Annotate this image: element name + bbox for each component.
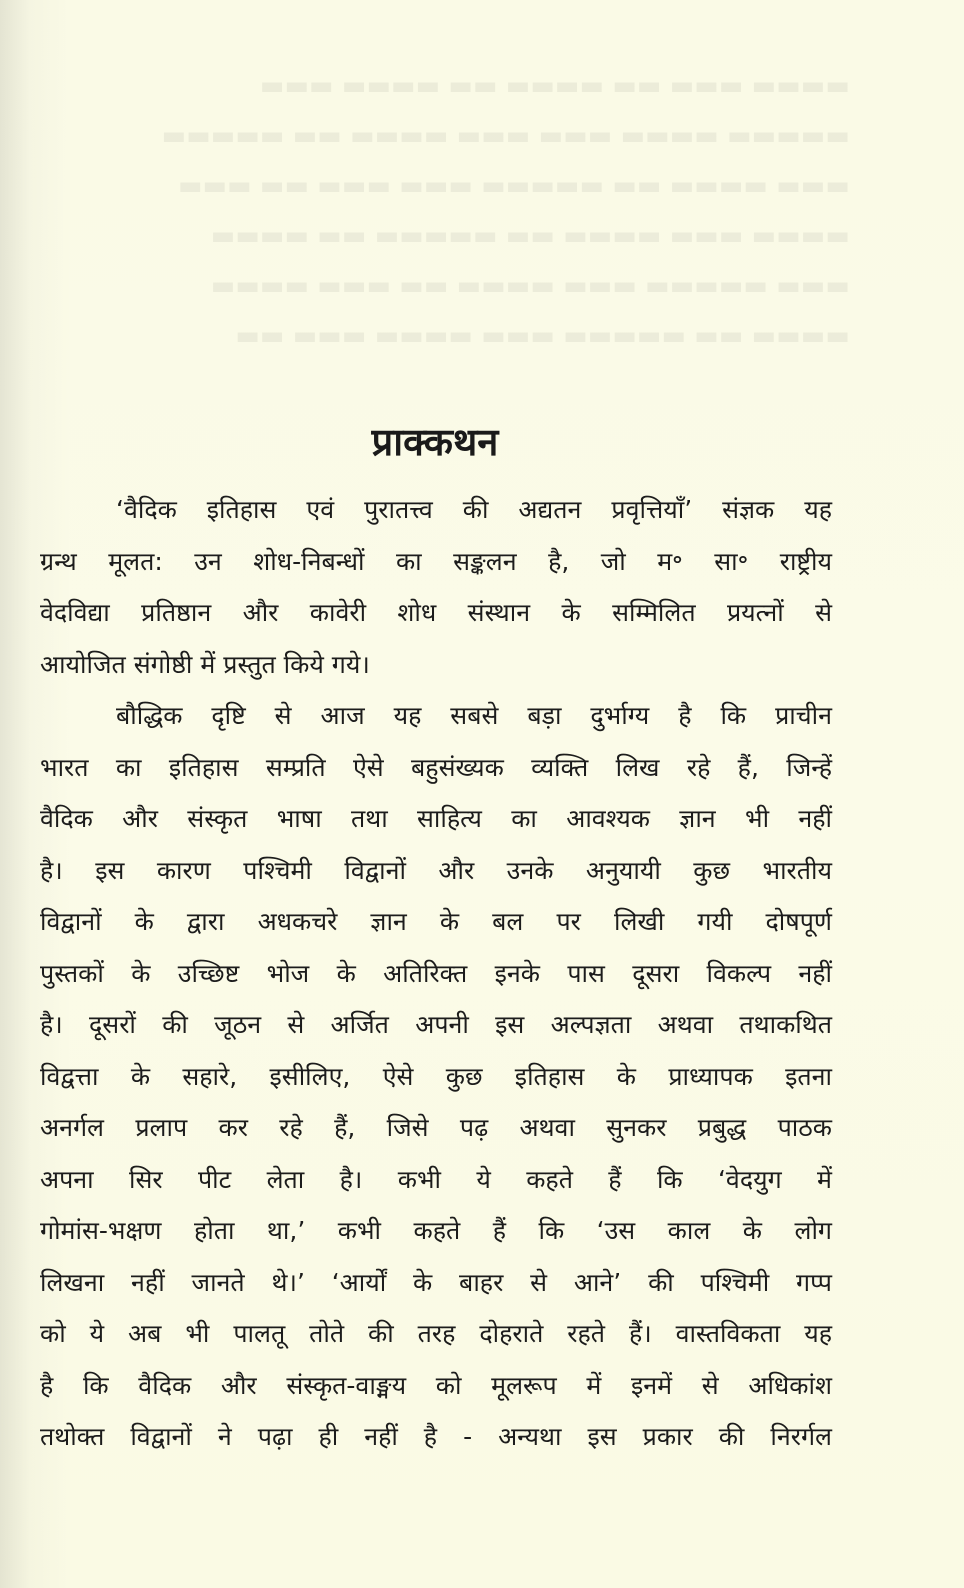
text-line: भारत का इतिहास सम्प्रति ऐसे बहुसंख्यक व्यक्ति लिख रहे हैं, जिन्हें: [40, 752, 832, 782]
text-line: अपना सिर पीट लेता है। कभी ये कहते हैं कि ‘वेदयुग में: [40, 1164, 832, 1194]
text-line: विद्वत्ता के सहारे, इसीलिए, ऐसे कुछ इतिहास के प्राध्यापक इतना: [40, 1061, 832, 1091]
text-line: ग्रन्थ मूलत: उन शोध-निबन्धों का सङ्कलन है, जो म॰ सा॰ राष्ट्रीय: [40, 546, 832, 576]
text-line: तथोक्त विद्वानों ने पढ़ा ही नहीं है - अन्यथा इस प्रकार की निरर्गल: [40, 1422, 832, 1451]
text-line: है कि वैदिक और संस्कृत-वाङ्मय को मूलरूप में इनमें से अधिकांश: [40, 1370, 832, 1400]
text-line: बौद्धिक दृष्टि से आज यह सबसे बड़ा दुर्भाग्य है कि प्राचीन: [116, 701, 832, 730]
text-line: लिखना नहीं जानते थे।’ ‘आर्यों के बाहर से आने’ की पश्चिमी गप्प: [40, 1267, 832, 1297]
text-line: वेदविद्या प्रतिष्ठान और कावेरी शोध संस्थान के सम्मिलित प्रयत्नों से: [40, 598, 832, 627]
reverse-side-bleed-through: ▬▬▬▬ ▬▬ ▬▬▬▬▬ ▬▬▬ ▬▬▬▬ ▬▬▬ ▬▬: [235, 321, 850, 351]
reverse-side-bleed-through: ▬▬▬▬ ▬▬▬ ▬▬ ▬▬▬▬ ▬▬ ▬▬▬▬ ▬▬▬: [259, 71, 850, 101]
reverse-side-bleed-through: ▬▬▬▬▬ ▬▬▬▬ ▬▬▬ ▬▬▬ ▬▬▬▬ ▬▬ ▬▬▬▬▬: [161, 121, 850, 151]
paragraph-2: [40, 690, 832, 1463]
reverse-side-bleed-through: ▬▬▬ ▬▬▬▬▬ ▬▬▬ ▬▬▬▬ ▬▬ ▬▬▬ ▬▬▬▬: [210, 271, 850, 301]
text-line: पुस्तकों के उच्छिष्ट भोज के अतिरिक्त इनके पास दूसरा विकल्प नहीं: [40, 958, 832, 988]
text-line: वैदिक और संस्कृत भाषा तथा साहित्य का आवश्यक ज्ञान भी नहीं: [40, 804, 832, 833]
text-line: ‘वैदिक इतिहास एवं पुरातत्त्व की अद्यतन प्रवृत्तियाँ’ संज्ञक यह: [116, 495, 832, 524]
paragraph-1: [40, 484, 832, 690]
text-line: अनर्गल प्रलाप कर रहे हैं, जिसे पढ़ अथवा सुनकर प्रबुद्ध पाठक: [40, 1113, 832, 1142]
text-line: आयोजित संगोष्ठी में प्रस्तुत किये गये।: [40, 649, 370, 679]
text-line: है। दूसरों की जूठन से अर्जित अपनी इस अल्पज्ञता अथवा तथाकथित: [40, 1010, 832, 1039]
reverse-side-bleed-through: ▬▬▬ ▬▬▬▬ ▬▬ ▬▬▬▬▬ ▬▬▬ ▬▬▬ ▬▬ ▬▬▬: [178, 171, 850, 201]
text-line: गोमांस-भक्षण होता था,’ कभी कहते हैं कि ‘उस काल के लोग: [40, 1216, 832, 1245]
text-line: को ये अब भी पालतू तोते की तरह दोहराते रहते हैं। वास्तविकता यह: [40, 1319, 832, 1348]
reverse-side-bleed-through: ▬▬▬▬ ▬▬▬ ▬▬▬▬ ▬▬ ▬▬▬▬▬ ▬▬ ▬▬▬▬: [210, 221, 850, 251]
text-line: है। इस कारण पश्चिमी विद्वानों और उनके अनुयायी कुछ भारतीय: [40, 855, 832, 885]
text-line: विद्वानों के द्वारा अधकचरे ज्ञान के बल पर लिखी गयी दोषपूर्ण: [40, 907, 832, 936]
page-title: प्राक्कथन: [371, 420, 499, 465]
